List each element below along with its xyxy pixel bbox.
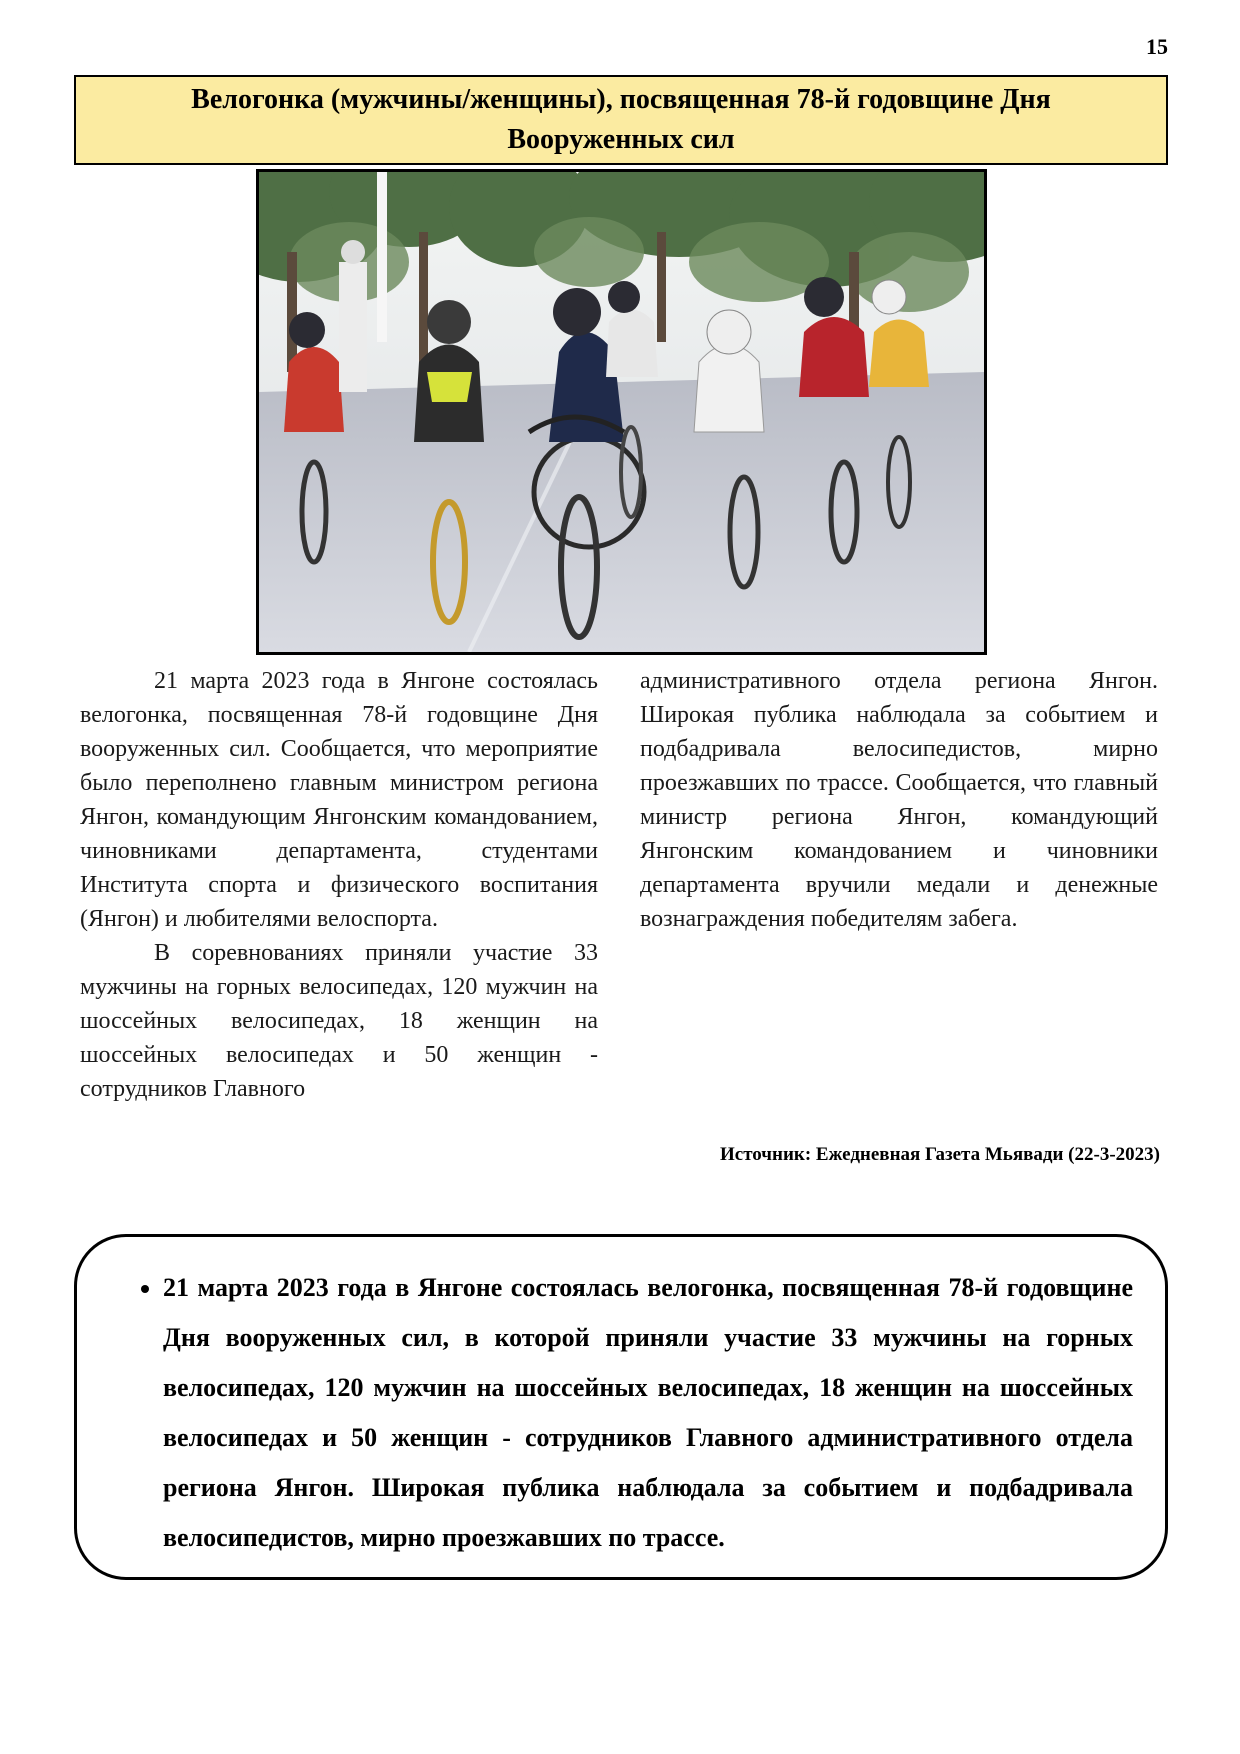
article-paragraph: административного отдела региона Янгон. Широкая публика наблюдала за событием и подбадривала велосипедистов, мирно проезжавших по трассе. Сообщается, что главный министр региона Янгон, командующий Янгонским командованием и чиновники департамента вручили медали и денежные вознаграждения победителям забега. <box>640 668 1158 932</box>
cycling-race-photo <box>256 169 987 655</box>
summary-box <box>74 1234 1168 1580</box>
page-number: 15 <box>1146 34 1168 59</box>
source-citation: Источник: Ежедневная Газета Мьявади (22-3-2023) <box>720 1144 1160 1165</box>
summary-list <box>123 1263 1133 1563</box>
summary-bullet: • 21 марта 2023 года в Янгоне состоялась велогонка, посвященная 78-й годовщине Дня вооруженных сил, в которой приняли участие 33 мужчины на горных велосипедах, 120 мужчин на шоссейных велосипедах, 18 женщин на шоссейных велосипедах и 50 женщин - сотрудников Главного административного отдела региона Янгон. Широкая публика наблюдала за событием и подбадривала велосипедистов, мирно проезжавших по трассе. <box>163 1263 1133 1563</box>
article-column-right <box>640 664 1158 936</box>
article-paragraph: 21 марта 2023 года в Янгоне состоялась велогонка, посвященная 78-й годовщине Дня вооруженных сил. Сообщается, что мероприятие было переполнено главным министром региона Янгон, командующим Янгонским командованием, чиновниками департамента, студентами Института спорта и физического воспитания (Янгон) и любителями велоспорта. <box>80 668 598 932</box>
page-title: Велогонка (мужчины/женщины), посвященная 78-й годовщине Дня Вооруженных сил <box>191 84 1051 155</box>
article-paragraph: В соревнованиях приняли участие 33 мужчины на горных велосипедах, 120 мужчин на шоссейных велосипедах, 18 женщин на шоссейных велосипедах и 50 женщин - сотрудников Главного <box>80 940 598 1102</box>
article-column-left <box>80 664 598 1106</box>
title-box <box>74 75 1168 165</box>
